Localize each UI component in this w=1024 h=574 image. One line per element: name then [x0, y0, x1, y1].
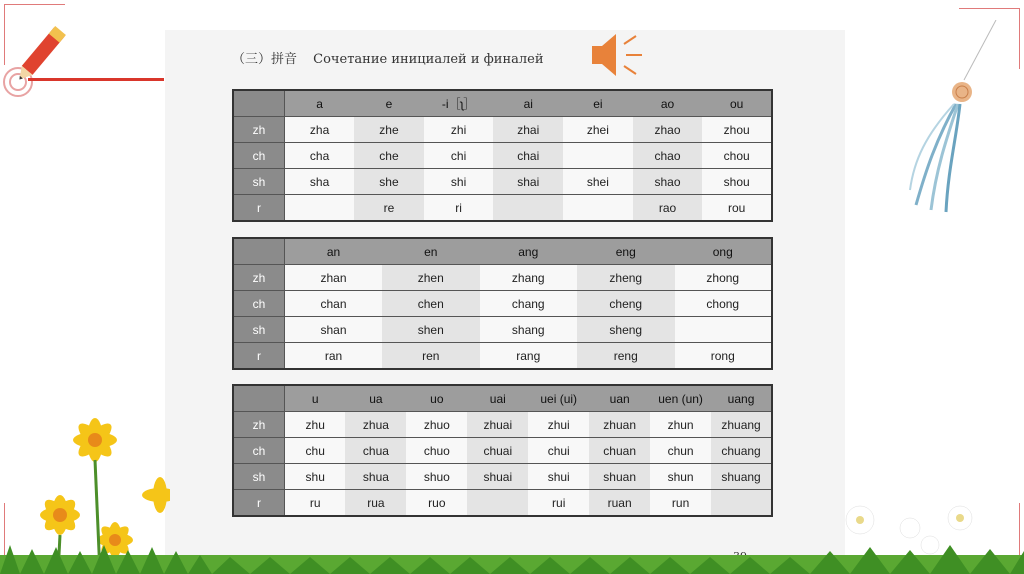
- final-header: ou: [702, 90, 772, 117]
- syllable-cell: zhan: [285, 265, 383, 291]
- table-row: [233, 490, 772, 517]
- initial-label: sh: [233, 317, 285, 343]
- syllable-cell: [675, 317, 773, 343]
- syllable-cell: shai: [493, 169, 563, 195]
- syllable-cell: chi: [424, 143, 494, 169]
- syllable-cell: chong: [675, 291, 773, 317]
- syllable-cell: chun: [650, 438, 711, 464]
- final-header: uei (ui): [528, 385, 589, 412]
- page-heading: [232, 48, 544, 67]
- syllable-cell: ruan: [589, 490, 650, 517]
- syllable-cell: zhuang: [711, 412, 772, 438]
- syllable-cell: ran: [285, 343, 383, 370]
- final-header: ua: [345, 385, 406, 412]
- syllable-cell: zhuai: [467, 412, 528, 438]
- syllable-cell: zhun: [650, 412, 711, 438]
- syllable-cell: chao: [633, 143, 703, 169]
- table-row: [233, 265, 772, 291]
- final-header: ang: [480, 238, 578, 265]
- syllable-cell: zhei: [563, 117, 633, 143]
- corner-cell: [233, 385, 285, 412]
- syllable-cell: sheng: [577, 317, 675, 343]
- syllable-cell: shuai: [467, 464, 528, 490]
- syllable-cell: cha: [285, 143, 355, 169]
- syllable-cell: ri: [424, 195, 494, 222]
- syllable-cell: rui: [528, 490, 589, 517]
- speaker-icon[interactable]: [588, 30, 648, 80]
- final-header: uang: [711, 385, 772, 412]
- syllable-cell: re: [354, 195, 424, 222]
- syllable-cell: zhang: [480, 265, 578, 291]
- table-row: [233, 143, 772, 169]
- syllable-cell: rua: [345, 490, 406, 517]
- syllable-cell: shua: [345, 464, 406, 490]
- syllable-cell: [467, 490, 528, 517]
- table-row: [233, 412, 772, 438]
- table-row: [233, 317, 772, 343]
- syllable-cell: shuo: [406, 464, 467, 490]
- heading-number: （三）拼音: [232, 52, 298, 67]
- syllable-cell: zhou: [702, 117, 772, 143]
- syllable-cell: reng: [577, 343, 675, 370]
- syllable-cell: chen: [382, 291, 480, 317]
- syllable-cell: chou: [702, 143, 772, 169]
- initial-label: r: [233, 195, 285, 222]
- initial-label: sh: [233, 169, 285, 195]
- final-header: ao: [633, 90, 703, 117]
- table-row: [233, 291, 772, 317]
- pinyin-table-1: [232, 89, 773, 222]
- initial-label: sh: [233, 464, 285, 490]
- syllable-cell: shuan: [589, 464, 650, 490]
- syllable-cell: chuang: [711, 438, 772, 464]
- corner-cell: [233, 238, 285, 265]
- pinyin-table-3: [232, 384, 773, 517]
- final-header: a: [285, 90, 355, 117]
- final-header: an: [285, 238, 383, 265]
- syllable-cell: chua: [345, 438, 406, 464]
- final-header: ai: [493, 90, 563, 117]
- final-header: uo: [406, 385, 467, 412]
- syllable-cell: shu: [285, 464, 346, 490]
- syllable-cell: zhua: [345, 412, 406, 438]
- final-header: ei: [563, 90, 633, 117]
- syllable-cell: ru: [285, 490, 346, 517]
- syllable-cell: zhao: [633, 117, 703, 143]
- syllable-cell: shen: [382, 317, 480, 343]
- syllable-cell: zhai: [493, 117, 563, 143]
- syllable-cell: shui: [528, 464, 589, 490]
- table-row: [233, 117, 772, 143]
- syllable-cell: zhong: [675, 265, 773, 291]
- tassel-icon: [906, 20, 1006, 220]
- syllable-cell: zhi: [424, 117, 494, 143]
- initial-label: ch: [233, 438, 285, 464]
- table-row: [233, 438, 772, 464]
- syllable-cell: shao: [633, 169, 703, 195]
- syllable-cell: chan: [285, 291, 383, 317]
- table-row: [233, 195, 772, 222]
- final-header: ong: [675, 238, 773, 265]
- syllable-cell: rang: [480, 343, 578, 370]
- syllable-cell: shi: [424, 169, 494, 195]
- initial-label: r: [233, 343, 285, 370]
- syllable-cell: chui: [528, 438, 589, 464]
- syllable-cell: [563, 195, 633, 222]
- syllable-cell: rong: [675, 343, 773, 370]
- syllable-cell: chu: [285, 438, 346, 464]
- syllable-cell: shang: [480, 317, 578, 343]
- syllable-cell: zhen: [382, 265, 480, 291]
- syllable-cell: shuang: [711, 464, 772, 490]
- syllable-cell: zhuan: [589, 412, 650, 438]
- final-header: en: [382, 238, 480, 265]
- syllable-cell: cheng: [577, 291, 675, 317]
- table-row: [233, 464, 772, 490]
- pinyin-table-2: [232, 237, 773, 370]
- syllable-cell: [285, 195, 355, 222]
- syllable-cell: shou: [702, 169, 772, 195]
- initial-label: r: [233, 490, 285, 517]
- syllable-cell: ruo: [406, 490, 467, 517]
- syllable-cell: ren: [382, 343, 480, 370]
- initial-label: ch: [233, 143, 285, 169]
- final-header: uai: [467, 385, 528, 412]
- final-header: uan: [589, 385, 650, 412]
- syllable-cell: shan: [285, 317, 383, 343]
- syllable-cell: zhui: [528, 412, 589, 438]
- syllable-cell: zhuo: [406, 412, 467, 438]
- syllable-cell: chai: [493, 143, 563, 169]
- initial-label: zh: [233, 265, 285, 291]
- syllable-cell: run: [650, 490, 711, 517]
- syllable-cell: rou: [702, 195, 772, 222]
- syllable-cell: zha: [285, 117, 355, 143]
- syllable-cell: rao: [633, 195, 703, 222]
- table-row: [233, 169, 772, 195]
- syllable-cell: [563, 143, 633, 169]
- syllable-cell: chuo: [406, 438, 467, 464]
- syllable-cell: chuan: [589, 438, 650, 464]
- initial-label: zh: [233, 117, 285, 143]
- initial-label: zh: [233, 412, 285, 438]
- grass-decoration: [0, 545, 1024, 574]
- syllable-cell: zheng: [577, 265, 675, 291]
- syllable-cell: sha: [285, 169, 355, 195]
- heading-title: Сочетание инициалей и финалей: [313, 52, 544, 67]
- syllable-cell: she: [354, 169, 424, 195]
- syllable-cell: chuai: [467, 438, 528, 464]
- final-header: -i［ʅ］: [424, 90, 494, 117]
- syllable-cell: [711, 490, 772, 517]
- syllable-cell: che: [354, 143, 424, 169]
- syllable-cell: shun: [650, 464, 711, 490]
- final-header: eng: [577, 238, 675, 265]
- syllable-cell: shei: [563, 169, 633, 195]
- syllable-cell: [493, 195, 563, 222]
- corner-cell: [233, 90, 285, 117]
- syllable-cell: zhu: [285, 412, 346, 438]
- initial-label: ch: [233, 291, 285, 317]
- table-row: [233, 343, 772, 370]
- pencil-icon: [0, 10, 80, 100]
- final-header: u: [285, 385, 346, 412]
- final-header: uen (un): [650, 385, 711, 412]
- final-header: e: [354, 90, 424, 117]
- syllable-cell: zhe: [354, 117, 424, 143]
- red-rule: [28, 78, 164, 81]
- syllable-cell: chang: [480, 291, 578, 317]
